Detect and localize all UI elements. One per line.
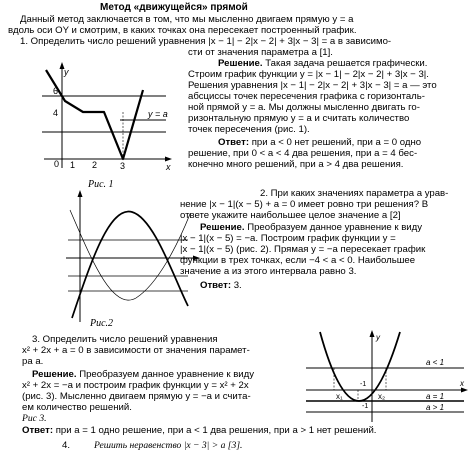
page-title: Метод «движущейся» прямой	[100, 2, 248, 13]
problem3-solution	[32, 369, 254, 380]
problem2-line-3: ответе укажите наибольшее целое значение a [2]	[180, 210, 401, 221]
problem3-solution-text-2: x² + 2x = −a и построим график функции y = x² + 2x	[22, 380, 249, 391]
intro-line-2: вдоль оси OY и смотрим, в каких точках она пересекает построенный график.	[8, 25, 357, 36]
fig1-graph	[46, 70, 143, 159]
problem3-caption: Рис 3.	[22, 413, 47, 424]
problem1-answer-text-2: решение, при 0 < a < 4 два решения, при a = 4 бес-	[188, 148, 418, 159]
problem1-solution	[218, 58, 427, 69]
fig1-label-line: y = a	[148, 109, 168, 119]
problem3-line-3: ра a.	[22, 356, 44, 367]
problem3-solution-text-3: (рис. 3). Мысленно двигаем прямую y = −a и считa-	[22, 391, 251, 402]
fig3-label-minus1: -1	[360, 381, 367, 388]
fig3-parabola	[320, 332, 400, 401]
problem2-solution-label: Решение.	[200, 222, 245, 233]
problem1-answer-label: Ответ:	[218, 137, 250, 148]
problem4-text: Решить неравенство |x − 3| > a [3].	[94, 440, 243, 451]
fig1-label-3: 3	[120, 161, 126, 171]
problem3-line-1: 3. Определить число решений уравнения	[32, 334, 218, 345]
problem1-answer	[218, 137, 421, 148]
fig1-label-1: 1	[70, 160, 76, 170]
problem3-answer-text: при a = 1 одно решение, при a < 1 два решения, при a > 1 нет решений.	[53, 425, 377, 436]
fig1-label-2: 2	[92, 160, 98, 170]
problem2-solution-text-5: значение a из этого интервала равно 3.	[180, 266, 357, 277]
fig3-label-a-gt-1: a > 1	[426, 403, 445, 412]
problem1-solution-label: Решение.	[218, 58, 263, 69]
figure-1	[40, 60, 180, 185]
problem2-solution	[200, 222, 422, 233]
fig1-label-y: y	[64, 67, 69, 77]
problem1-answer-text-3: конечно много решений, при a > 4 два решения.	[188, 159, 404, 170]
fig3-label-a-eq-1: a = 1	[426, 392, 445, 401]
fig1-label-4: 4	[53, 108, 59, 118]
problem3-solution-label: Решение.	[32, 369, 77, 380]
problem1-line-2: сти от значения параметра a [1].	[188, 47, 333, 58]
problem3-answer	[22, 425, 376, 436]
problem2-answer-label: Ответ:	[200, 280, 232, 291]
fig1-x-arrow	[165, 157, 172, 162]
intro-line-1: Данный метод заключается в том, что мы мысленно двигаем прямую y = a	[20, 14, 354, 25]
problem1-line-1: 1. Определить число решений уравнения |x − 1| − 2|x − 2| + 3|x − 3| = a в зависимо-	[20, 36, 392, 47]
fig3-y-arrow	[370, 330, 375, 337]
fig3-label-x: x	[460, 379, 464, 388]
problem3-answer-label: Ответ:	[22, 425, 54, 436]
problem1-solution-text-3: Решения уравнения |x − 1| − 2|x − 2| + 3|x − 3| = a — это	[188, 80, 437, 91]
fig1-label-x: x	[166, 162, 171, 172]
fig1-label-6: 6	[53, 86, 59, 96]
problem2-solution-text-3: |x − 1|(x − 5) (рис. 2). Прямая y = −a пересекает график	[180, 244, 426, 255]
problem1-solution-text-1: Такая задача решается графически.	[262, 58, 428, 69]
problem4-number: 4.	[62, 440, 71, 451]
fig3-label-minus1b: -1	[362, 403, 369, 410]
fig2-curve-thin	[70, 210, 190, 300]
problem3-solution-text-4: ем количество решений.	[22, 402, 132, 413]
fig3-label-y: y	[376, 333, 380, 342]
problem1-solution-text-5: ной прямой y = a. Мы должны мысленно двигать го-	[188, 102, 420, 113]
fig2-caption: Рис.2	[90, 318, 114, 329]
problem1-solution-text-4: абсциссы точек пересечения графика с горизонталь-	[188, 91, 425, 102]
fig3-label-x2: x₂	[378, 392, 386, 401]
problem3-line-2: x² + 2x + a = 0 в зависимости от значения парамет-	[22, 345, 250, 356]
problem2-solution-text-4: функции в трех точках, если −4 < a < 0. Наибольшее	[180, 255, 416, 266]
problem2-answer-value: 3.	[231, 280, 242, 291]
fig3-x-arrow	[461, 388, 468, 393]
problem2-line-1: 2. При каких значениях параметра a урав-	[260, 188, 449, 199]
problem3-solution-text-1: Преобразуем данное уравнение к виду	[76, 369, 255, 380]
fig1-label-0: 0	[54, 159, 60, 169]
problem1-answer-text-1: при a < 0 нет решений, при a = 0 одно	[249, 137, 422, 148]
problem2-answer	[200, 280, 242, 291]
figure-3	[300, 328, 470, 424]
problem2-line-2: нение |x − 1|(x − 5) + a = 0 имеет ровно три решения? В	[180, 199, 429, 210]
problem2-solution-text-2: |x − 1|(x − 5) = −a. Построим график функции y =	[180, 233, 396, 244]
fig2-curve-bold	[72, 212, 188, 318]
fig1-caption: Рис. 1	[88, 179, 114, 190]
fig3-label-x1: x₁	[336, 392, 343, 401]
problem1-solution-text-7: точек пересечения (рис. 1).	[188, 124, 310, 135]
problem1-solution-text-2: Строим график функции y = |x − 1| − 2|x − 2| + 3|x − 3|.	[188, 69, 429, 80]
problem1-solution-text-6: ризонтальную прямую y = a и считать количество	[188, 113, 410, 124]
problem2-solution-text-1: Преобразуем данное уравнение к виду	[244, 222, 423, 233]
fig2-y-arrow	[78, 190, 83, 197]
fig3-label-a-lt-1: a < 1	[426, 358, 445, 367]
